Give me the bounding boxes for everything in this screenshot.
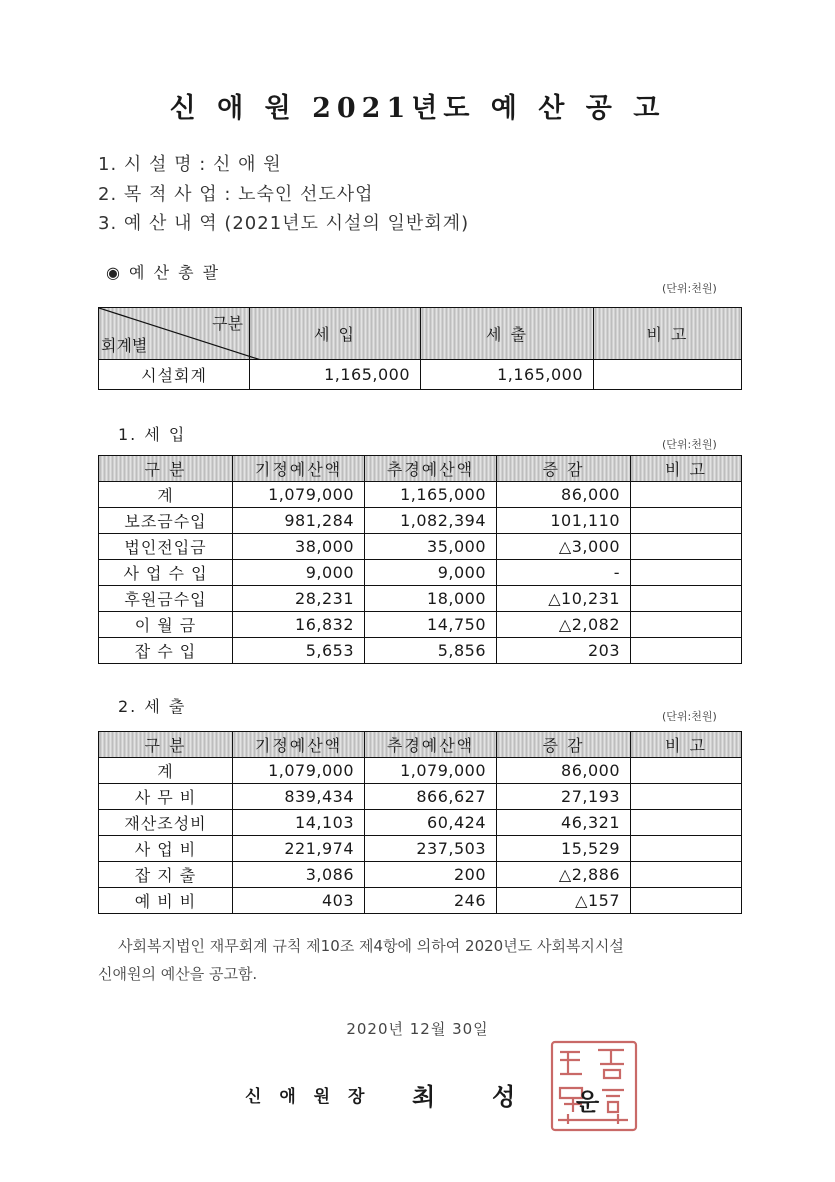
original-value: 839,434: [233, 784, 365, 810]
info-budget-detail: 3. 예 산 내 역 (2021년도 시설의 일반회계): [98, 213, 470, 234]
change-value: 203: [497, 638, 631, 664]
note-value: [631, 758, 742, 784]
revised-value: 5,856: [365, 638, 497, 664]
note-value: [594, 360, 742, 390]
change-value: △2,082: [497, 612, 631, 638]
revised-value: 1,082,394: [365, 508, 497, 534]
col-note: 비 고: [631, 732, 742, 758]
row-label: 잡 지 출: [99, 862, 233, 888]
table-row: [99, 586, 742, 612]
revised-value: 60,424: [365, 810, 497, 836]
signature-name-2: 성: [492, 1082, 516, 1111]
original-value: 3,086: [233, 862, 365, 888]
official-seal: [548, 1038, 640, 1134]
change-value: 27,193: [497, 784, 631, 810]
expense-table: [98, 731, 742, 914]
original-value: 16,832: [233, 612, 365, 638]
table-row: [99, 560, 742, 586]
signature-name-3: 운: [576, 1087, 600, 1116]
row-label: 재산조성비: [99, 810, 233, 836]
expense-heading: 2. 세 출: [118, 697, 187, 716]
page-title: 신 애 원 2021년도 예 산 공 고: [169, 93, 666, 124]
change-value: △2,886: [497, 862, 631, 888]
original-value: 981,284: [233, 508, 365, 534]
original-value: 5,653: [233, 638, 365, 664]
col-category: 구 분: [99, 732, 233, 758]
revised-value: 246: [365, 888, 497, 914]
row-label: 후원금수입: [99, 586, 233, 612]
original-value: 9,000: [233, 560, 365, 586]
note-value: [631, 508, 742, 534]
summary-heading: ◉ 예 산 총 괄: [106, 263, 221, 282]
original-value: 14,103: [233, 810, 365, 836]
change-value: 101,110: [497, 508, 631, 534]
change-value: 46,321: [497, 810, 631, 836]
notice-date: 2020년 12월 30일: [346, 1020, 489, 1038]
row-label: 시설회계: [99, 360, 250, 390]
original-value: 1,079,000: [233, 758, 365, 784]
col-income: 세 입: [250, 308, 421, 360]
row-label: 계: [99, 482, 233, 508]
table-row: [99, 888, 742, 914]
note-value: [631, 836, 742, 862]
col-change: 증 감: [497, 732, 631, 758]
expense-unit: (단위:천원): [662, 710, 717, 723]
original-value: 221,974: [233, 836, 365, 862]
revised-value: 18,000: [365, 586, 497, 612]
col-category: 구 분: [99, 456, 233, 482]
col-expense: 세 출: [421, 308, 594, 360]
note-value: [631, 810, 742, 836]
col-change: 증 감: [497, 456, 631, 482]
col-note: 비 고: [594, 308, 742, 360]
row-label: 사 업 수 입: [99, 560, 233, 586]
note-value: [631, 586, 742, 612]
table-row: [99, 612, 742, 638]
header-top-label: 구분: [212, 314, 243, 333]
row-label: 예 비 비: [99, 888, 233, 914]
row-label: 법인전입금: [99, 534, 233, 560]
expense-value: 1,165,000: [421, 360, 594, 390]
row-label: 보조금수입: [99, 508, 233, 534]
change-value: 15,529: [497, 836, 631, 862]
table-row: [99, 360, 742, 390]
info-facility-name: 1. 시 설 명 : 신 애 원: [98, 154, 282, 175]
note-value: [631, 638, 742, 664]
row-label: 사 무 비: [99, 784, 233, 810]
table-row: [99, 810, 742, 836]
revised-value: 14,750: [365, 612, 497, 638]
income-heading: 1. 세 입: [118, 425, 187, 444]
revised-value: 1,165,000: [365, 482, 497, 508]
notice-line-1: 사회복지법인 재무회계 규칙 제10조 제4항에 의하여 2020년도 사회복지시설: [118, 937, 624, 955]
original-value: 38,000: [233, 534, 365, 560]
note-value: [631, 784, 742, 810]
col-original-budget: 기정예산액: [233, 456, 365, 482]
revised-value: 866,627: [365, 784, 497, 810]
original-value: 28,231: [233, 586, 365, 612]
col-note: 비 고: [631, 456, 742, 482]
income-value: 1,165,000: [250, 360, 421, 390]
note-value: [631, 534, 742, 560]
col-original-budget: 기정예산액: [233, 732, 365, 758]
income-table: [98, 455, 742, 664]
change-value: △10,231: [497, 586, 631, 612]
revised-value: 35,000: [365, 534, 497, 560]
revised-value: 1,079,000: [365, 758, 497, 784]
note-value: [631, 482, 742, 508]
col-revised-budget: 추경예산액: [365, 456, 497, 482]
table-row: [99, 508, 742, 534]
note-value: [631, 888, 742, 914]
change-value: 86,000: [497, 758, 631, 784]
table-row: [99, 862, 742, 888]
revised-value: 9,000: [365, 560, 497, 586]
note-value: [631, 612, 742, 638]
table-row: [99, 638, 742, 664]
change-value: -: [497, 560, 631, 586]
change-value: △3,000: [497, 534, 631, 560]
table-row: [99, 758, 742, 784]
summary-table: [98, 307, 742, 390]
notice-line-2: 신애원의 예산을 공고함.: [98, 965, 258, 983]
signature-name-1: 최: [412, 1082, 436, 1111]
row-label: 계: [99, 758, 233, 784]
col-revised-budget: 추경예산액: [365, 732, 497, 758]
info-purpose: 2. 목 적 사 업 : 노숙인 선도사업: [98, 184, 374, 205]
table-row: [99, 836, 742, 862]
note-value: [631, 862, 742, 888]
table-row: [99, 784, 742, 810]
change-value: 86,000: [497, 482, 631, 508]
table-row: [99, 534, 742, 560]
row-label: 사 업 비: [99, 836, 233, 862]
note-value: [631, 560, 742, 586]
original-value: 1,079,000: [233, 482, 365, 508]
signature-role: 신 애 원 장: [245, 1087, 371, 1107]
header-bottom-label: 회계별: [101, 336, 148, 355]
income-unit: (단위:천원): [662, 438, 717, 451]
revised-value: 200: [365, 862, 497, 888]
original-value: 403: [233, 888, 365, 914]
summary-corner-cell: [99, 308, 250, 360]
summary-unit: (단위:천원): [662, 282, 717, 295]
change-value: △157: [497, 888, 631, 914]
row-label: 잡 수 입: [99, 638, 233, 664]
revised-value: 237,503: [365, 836, 497, 862]
row-label: 이 월 금: [99, 612, 233, 638]
table-row: [99, 482, 742, 508]
